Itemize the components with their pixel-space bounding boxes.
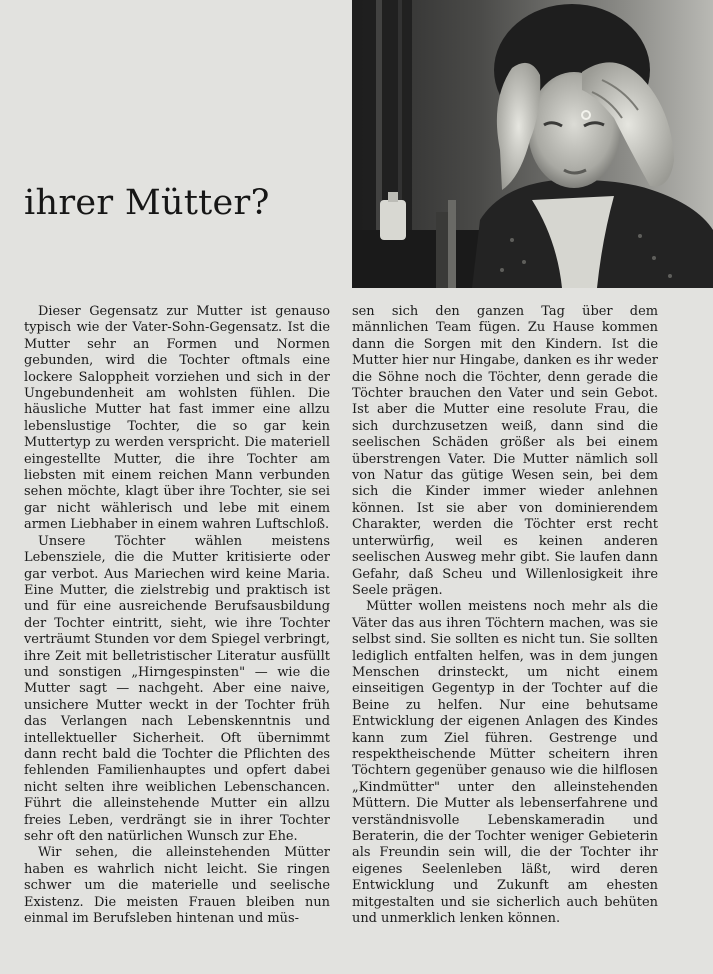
text-column-right <box>352 304 658 927</box>
headline: ihrer Mütter? <box>24 183 270 223</box>
paragraph: Dieser Gegensatz zur Mutter ist genauso typisch wie der Vater-Sohn-Gegensatz. Ist die Mutter sehr an Formen und Normen gebunden, wird die Tochter oftmals eine lockere Saloppheit vorziehen und sich in der Ungebundenheit am wohlsten fühlen. Die häusliche Mutter hat fast immer eine allzu lebenslustige Tochter, die so gar kein Muttertyp zu werden verspricht. Die materiell eingestellte Mutter, die ihre Tochter am liebsten mit einem reichen Mann verbunden sehen möchte, klagt über ihre Tochter, sie sei gar nicht wählerisch und lebe mit einem armen Liebhaber in einem wahren Luftschloß. <box>24 304 330 533</box>
article-photo <box>352 0 713 288</box>
paragraph: Unsere Töchter wählen meistens Lebensziele, die die Mutter kritisierte oder gar verbot. Aus Mariechen wird keine Maria. Eine Mutter, die zielstrebig und praktisch ist und für eine ausreichende Berufsausbildung der Tochter eintritt, sieht, wie ihre Tochter verträumt Stunden vor dem Spiegel verbringt, ihre Zeit mit belletristischer Literatur ausfüllt und sonstigen „Hirngespinsten" — wie die Mutter sagt — nachgeht. Aber eine naive, unsichere Mutter weckt in der Tochter früh das Verlangen nach Lebenskenntnis und intellektueller Sicherheit. Oft übernimmt dann recht bald die Tochter die Pflichten des fehlenden Familienhauptes und opfert dabei nicht selten ihre weiblichen Lebenschancen. Führt die alleinstehende Mutter ein allzu freies Leben, verdrängt sie in ihrer Tochter sehr oft den natürlichen Wunsch zur Ehe. <box>24 533 330 844</box>
paragraph: sen sich den ganzen Tag über dem männlichen Team fügen. Zu Hause kommen dann die Sorgen mit den Kindern. Ist die Mutter hier nur Hingabe, danken es ihr weder die Söhne noch die Töchter, denn gerade die Töchter brauchen den Vater und sein Gebot. Ist aber die Mutter eine resolute Frau, die sich durchzusetzen weiß, dann sind die seelischen Schäden größer als bei einem überstrengen Vater. Die Mutter nämlich soll von Natur das gütige Wesen sein, bei dem sich die Kinder immer wieder anlehnen können. Ist sie aber von dominierendem Charakter, werden die Töchter erst recht unterwürfig, weil es keinen anderen seelischen Ausweg mehr gibt. Sie laufen dann Gefahr, daß Scheu und Willenlosigkeit ihre Seele prägen. <box>352 304 658 598</box>
text-column-left <box>24 304 330 927</box>
woman-holding-head-photo-icon <box>352 0 713 288</box>
paragraph: Mütter wollen meistens noch mehr als die Väter das aus ihren Töchtern machen, was sie selbst sind. Sie sollten es nicht tun. Sie sollten lediglich entfalten helfen, was in dem jungen Menschen drinsteckt, um nicht einem einseitigen Gegentyp in der Tochter auf die Beine zu helfen. Nur eine behutsame Entwicklung der eigenen Anlagen des Kindes kann zum Ziel führen. Gestrenge und respektheischende Mütter scheitern ihren Töchtern gegenüber genauso wie die hilflosen „Kindmütter" unter den alleinstehenden Müttern. Die Mutter als lebenserfahrene und verständnisvolle Lebenskameradin und Beraterin, die der Tochter weniger Gebieterin als Freundin sein will, die der Tochter ihr eigenes Seelenleben läßt, wird deren Entwicklung und Zukunft am ehesten mitgestalten und sie sicherlich auch behüten und unmerklich lenken können. <box>352 599 658 927</box>
paragraph: Wir sehen, die alleinstehenden Mütter haben es wahrlich nicht leicht. Sie ringen schwer um die materielle und seelische Existenz. Die meisten Frauen bleiben nun einmal im Berufsleben hintenan und müs- <box>24 845 330 927</box>
